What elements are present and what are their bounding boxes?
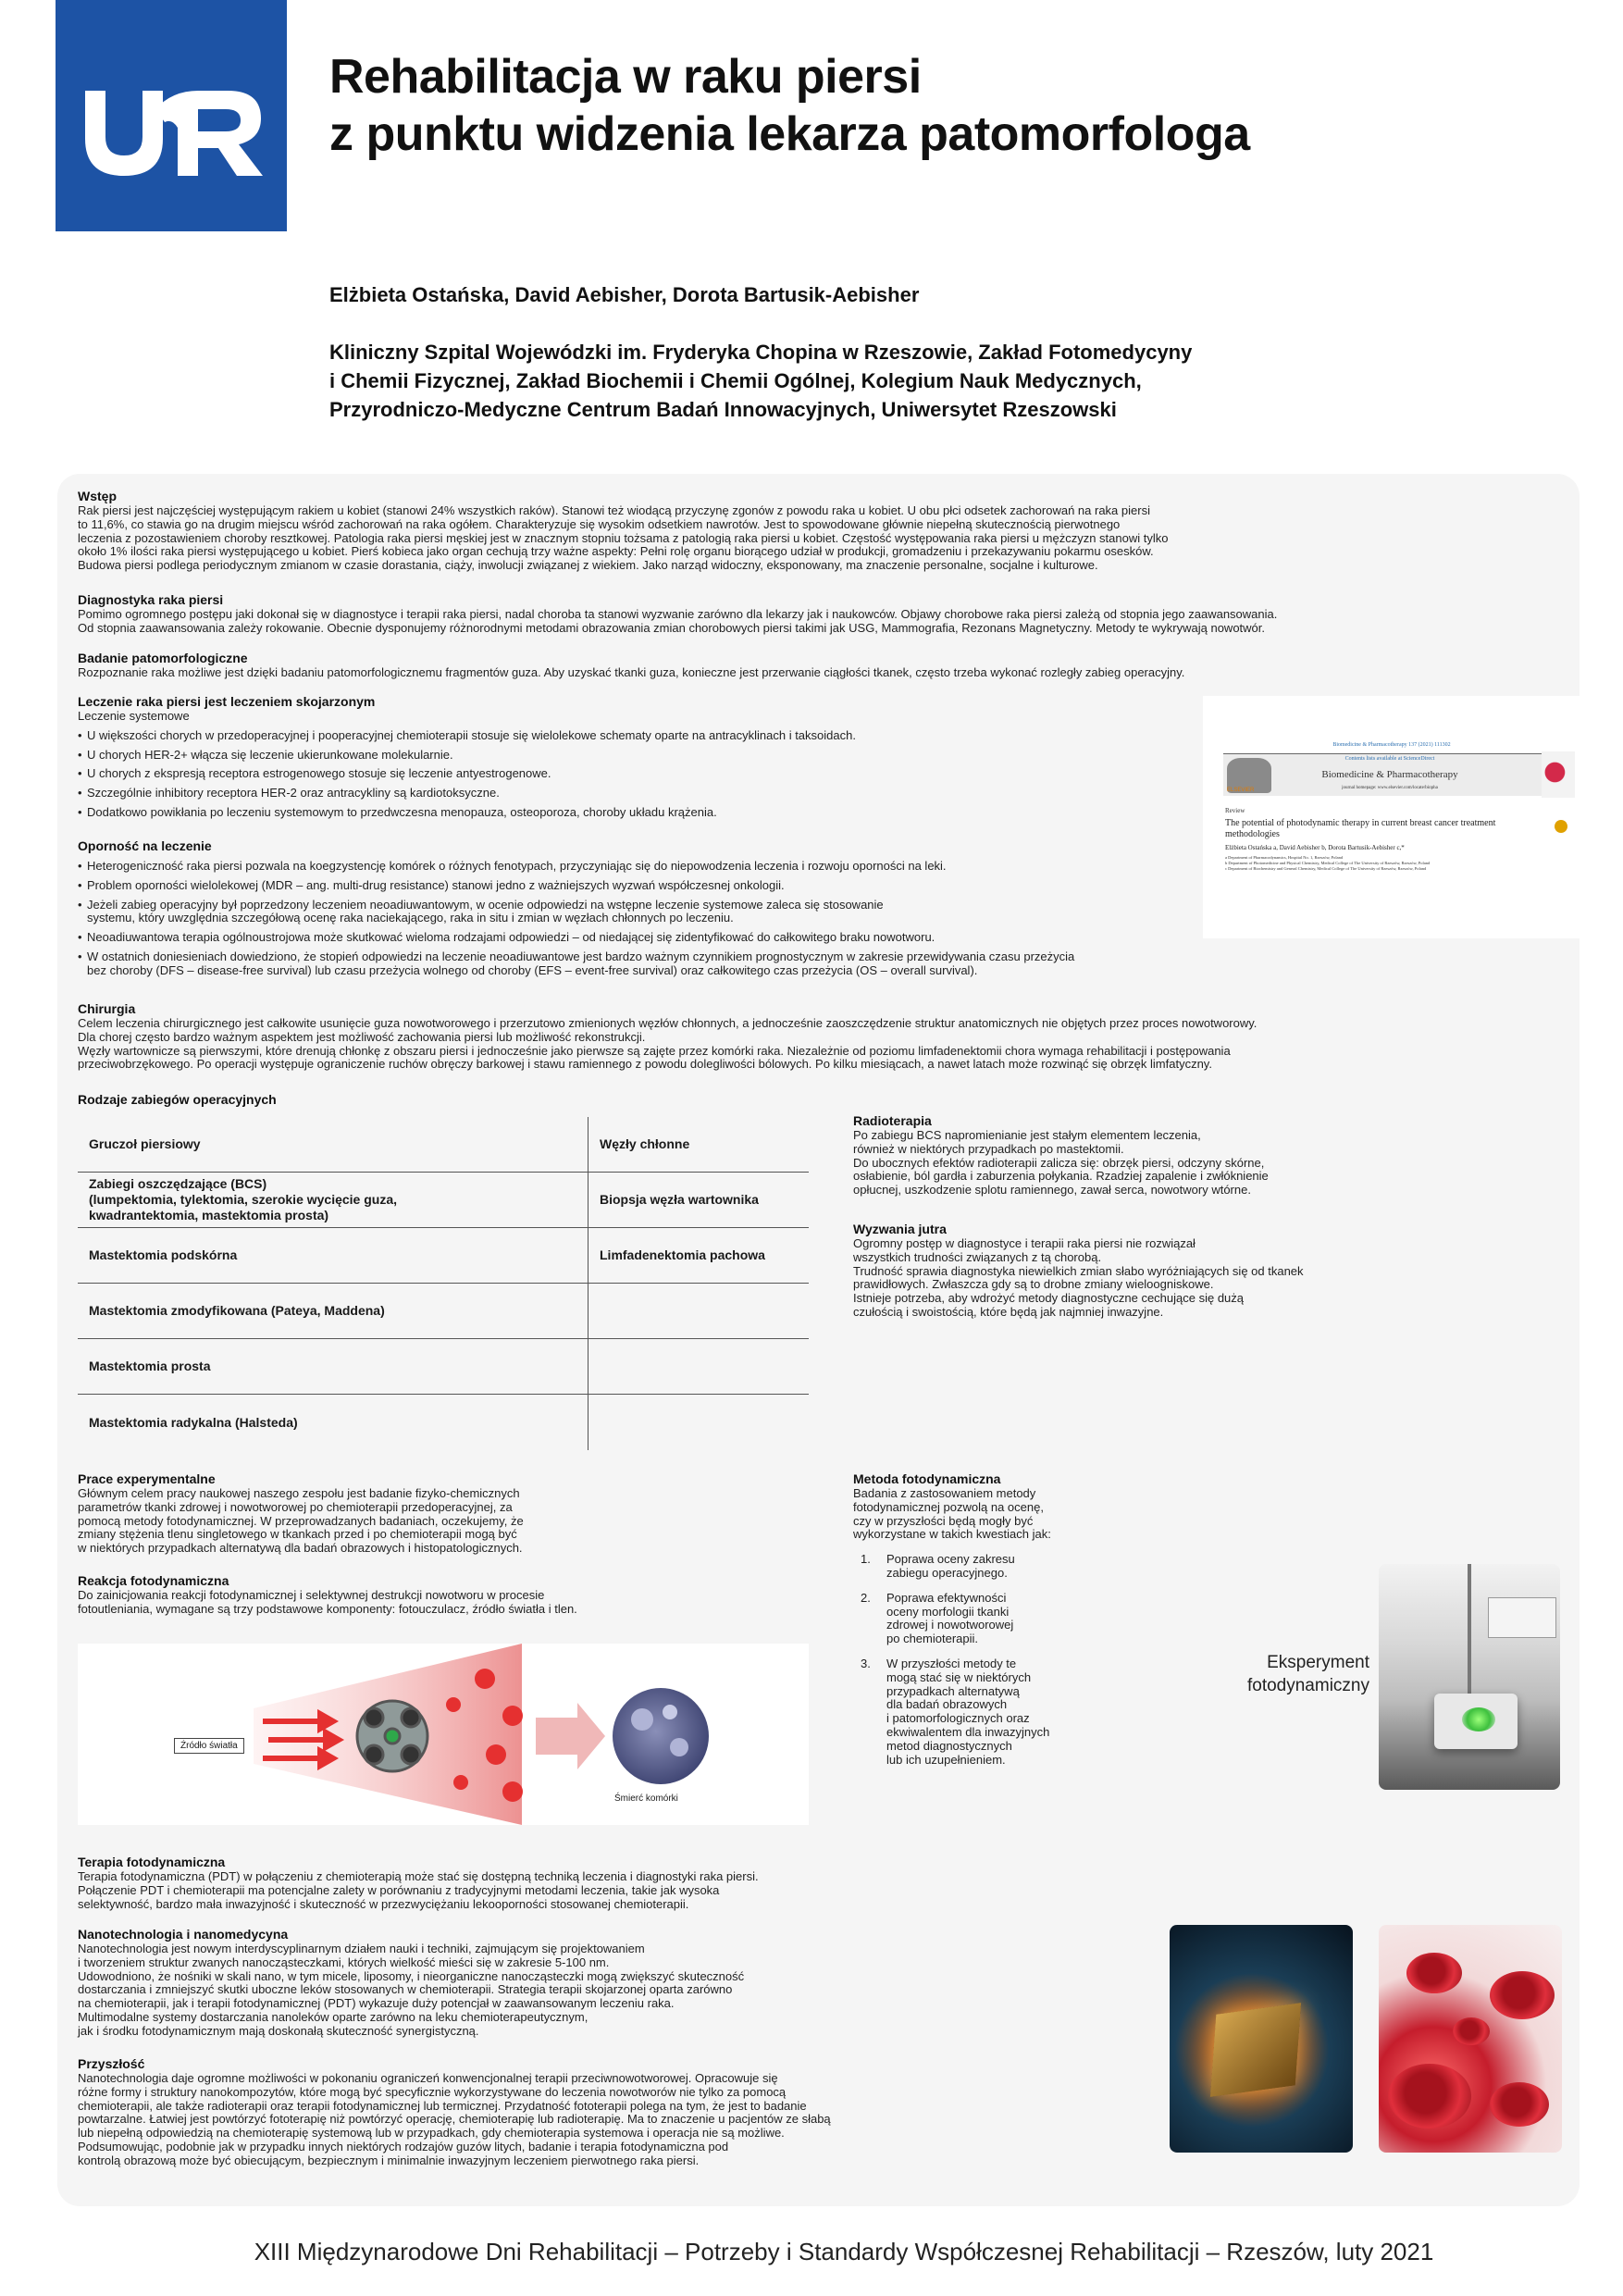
paragraph-line: fotoutleniania, wymagane są trzy podstawowe komponenty: fotouczulacz, źródło światła i tlen. — [78, 1601, 577, 1616]
red-cell — [1453, 2017, 1490, 2045]
list-item-line: Poprawa oceny zakresu — [886, 1552, 1015, 1567]
bullet-list — [78, 860, 1373, 978]
article-kind: Review — [1225, 807, 1245, 814]
contents-line: Contents lists available at ScienceDirect — [1344, 756, 1435, 762]
red-cell — [1490, 1971, 1555, 2019]
section-heading: Reakcja fotodynamiczna — [78, 1573, 229, 1588]
blood-cells-image — [1379, 1925, 1562, 2153]
list-item — [853, 1657, 1186, 1767]
affiliation-line: b Department of Photomedicine and Physical Chemistry, Medical College of The University of Rzeszów, Rzeszów, Poland — [1225, 861, 1431, 865]
affiliation — [329, 338, 1192, 424]
section-rodzaje — [78, 1092, 633, 1108]
list-item: • U chorych z ekspresją receptora estrogenowego stosuje się leczenie antyestrogenowe. — [78, 767, 1188, 781]
paragraph-line: wykorzystane w takich kwestiach jak: — [853, 1527, 1051, 1542]
table-cell — [78, 1395, 588, 1450]
paragraph-line: kontrolą obrazową może być obiecującym, bezpiecznym i minimalnie inwazyjnym leczeniem pierwotnego raka piersi. — [78, 2153, 700, 2167]
table-row — [78, 1117, 809, 1173]
list-item-line: Poprawa efektywności — [886, 1590, 1007, 1605]
section-heading: Prace experymentalne — [78, 1471, 216, 1486]
table-cell — [588, 1395, 809, 1450]
paragraph-line: Multimodalne systemy dostarczania nanoleków oparte zarówno na leku chemioterapeutycznym, — [78, 2009, 588, 2024]
cell-text: Mastektomia zmodyfikowana (Pateya, Maddena) — [89, 1303, 385, 1318]
affiliation-line: a Department of Pharmacodynamics, Hospital No. 1, Rzeszów, Poland — [1225, 855, 1344, 860]
paragraph-line: różne formy i struktury nanokompozytów, które mogą być specyficznie wykorzystywane do leczenia nowotworów nie tylko za pomocą — [78, 2084, 787, 2099]
list-item-line: zabiegu operacyjnego. — [886, 1565, 1008, 1580]
experiment-photo — [1379, 1564, 1560, 1790]
bullet-list — [78, 729, 1188, 820]
nanochip-image — [1170, 1925, 1353, 2153]
paragraph-line: Podsumowując, podobnie jak w przypadku innych niektórych rodzajów guzów litych, badanie i terapia fotodynamiczna pod — [78, 2139, 729, 2153]
poster-title — [329, 48, 1250, 163]
list-number: 3. — [861, 1656, 871, 1670]
list-item — [78, 879, 1373, 893]
list-number: 2. — [861, 1590, 871, 1605]
cell-text: (lumpektomia, tylektomia, szerokie wycięcie guza, — [89, 1192, 398, 1207]
list-item: • U większości chorych w przedoperacyjnej i pooperacyjnej chemioterapii stosuje się wielolekowe schematy oparte na antracyklinach i taksoidach. — [78, 729, 1188, 743]
publisher-name: ELSEVIER — [1227, 788, 1255, 793]
table-cell — [588, 1339, 809, 1394]
ur-logo-icon — [80, 91, 265, 176]
paragraph-line: parametrów tkanki zdrowej i nowotworowej po chemioterapii przedoperacyjnej, za — [78, 1499, 513, 1514]
journal-banner — [1223, 753, 1549, 796]
table-row — [78, 1284, 809, 1339]
list-item — [78, 860, 1373, 874]
pdt-diagram — [78, 1644, 809, 1825]
red-cell — [1406, 1953, 1462, 1993]
cell-text: kwadrantektomia, mastektomia prosta) — [89, 1208, 329, 1222]
authors: Elżbieta Ostańska, David Aebisher, Dorota Bartusik-Aebisher — [329, 283, 920, 306]
section-terapia — [78, 1855, 1142, 1911]
section-heading: Oporność na leczenie — [78, 838, 212, 853]
paragraph-line: Głównym celem pracy naukowej naszego zespołu jest badanie fizyko-chemicznych — [78, 1486, 520, 1500]
check-updates-icon — [1555, 820, 1567, 833]
paragraph-line: około 1% ilości raka piersi występującego u kobiet. Pierś kobieca jako organ cechują trzy ważne aspekty: Pełni rolę organu biorącego udział w produkcji, gromadzeniu i przekazywaniu pokarmu osesków. — [78, 544, 1154, 559]
section-badanie — [78, 651, 1567, 680]
procedures-table — [78, 1117, 809, 1450]
paragraph-line: pomocą metody fotodynamicznej. W przeprowadzanych badaniach, oczekujemy, że — [78, 1513, 524, 1528]
paragraph-line: Dla chorej często bardzo ważnym aspektem jest możliwość zachowania piersi lub możliwość rekonstrukcji. — [78, 1029, 646, 1044]
section-heading: Terapia fotodynamiczna — [78, 1855, 226, 1869]
section-heading: Metoda fotodynamiczna — [853, 1471, 1001, 1486]
list-item-line: • Jeżeli zabieg operacyjny był poprzedzony leczeniem neoadiuwantowym, w ocenie odpowiedzi na wstępne leczenie systemowe zaleca się stosowanie — [87, 897, 884, 912]
table-row — [78, 1395, 809, 1450]
section-nano — [78, 1927, 1142, 2039]
paragraph-line: w niektórych przypadkach alternatywą dla badań obrazowych i histopatologicznych. — [78, 1541, 523, 1556]
paragraph-line: Istnieje potrzeba, aby wdrożyć metody diagnostyczne cechujące się dużą — [853, 1291, 1245, 1306]
affiliation-line: c Department of Biochemistry and General Chemistry, Medical College of The University of Rzeszów, Rzeszów, Poland — [1225, 866, 1427, 871]
paragraph-line: na chemioterapii, jak i terapii fotodynamicznej (PDT) wykazuje duży potencjał w zaawansowanym leczeniu raka. — [78, 1996, 675, 2011]
table-row — [78, 1339, 809, 1395]
section-heading: Diagnostyka raka piersi — [78, 592, 224, 607]
paragraph-line: Rak piersi jest najczęściej występującym rakiem u kobiet (stanowi 24% wszystkich raków). Stanowi też wiodącą przyczynę zgonów z powodu raka u kobiet. U obu płci odsetek zachorowań na raka piersi — [78, 503, 1150, 517]
experiment-label — [1194, 1651, 1369, 1697]
experiment-label-line: fotodynamiczny — [1246, 1676, 1369, 1695]
paragraph-line: Rozpoznanie raka możliwe jest dzięki badaniu patomorfologicznemu fragmentów guza. Aby uzyskać tkanki guza, konieczne jest przerwanie ciągłości tkanek, często trzeba wykonać rozległy zabieg operacyjny. — [78, 665, 1185, 679]
paragraph-line: Trudność sprawia diagnostyka niewielkich zmian słabo wyróżniających się od tkanek — [853, 1263, 1304, 1278]
section-metoda — [853, 1471, 1186, 1767]
paragraph-line: osłabienie, ból gardła i zaburzenia połykania. Rzadziej zapalenie i zwłóknienie — [853, 1169, 1269, 1184]
light-source-label: Źródło światła — [174, 1738, 244, 1754]
paragraph-line: powtarzalne. Łatwiej jest powtórzyć fototerapię niż powtórzyć operację, chemioterapię lub radioterapię. Ma to znaczenie u pacjentów ze słabą — [78, 2112, 831, 2127]
chip-icon — [1210, 2003, 1301, 2097]
paragraph-line: Budowa piersi podlega periodycznym zmianom w czasie dorastania, ciąży, inwolucji związanej z wiekiem. Jako narząd widoczny, eksponowany, ma znaczenie personalne, socjalne i kulturowe. — [78, 558, 1098, 573]
list-item-line: bez choroby (DFS – disease-free survival) lub czasu przeżycia wolnego od choroby (EFS – event-free survival) oraz całkowitego czas przeżycia (OS – overall survival). — [87, 962, 978, 977]
paragraph-line: czułością i swoistością, które będą jak najmniej inwazyjne. — [853, 1304, 1164, 1319]
table-cell: Biopsja węzła wartownika — [600, 1192, 759, 1207]
list-item-line: metod diagnostycznych — [886, 1738, 1012, 1753]
paragraph-line: chemioterapii, ale także radioterapii oraz terapii fotodynamicznej lub termicznej. Przydatność fototerapii polega na tym, że jest to badanie — [78, 2098, 807, 2113]
lab-device — [1488, 1597, 1556, 1638]
numbered-list — [853, 1553, 1186, 1767]
paragraph-line: Udowodniono, że nośniki w skali nano, w tym micele, liposomy, i nieorganiczne nanocząsteczki mogą zwiększyć skuteczność — [78, 1968, 745, 1983]
paragraph-line: i tworzeniem struktur zwanych nanocząsteczkami, których wielkość mieści się w zakresie 5-100 nm. — [78, 1955, 610, 1969]
red-cell — [1388, 2064, 1471, 2128]
cell-death-label: Śmierć komórki — [614, 1793, 678, 1804]
list-number: 1. — [861, 1552, 871, 1567]
section-chirurgia — [78, 1001, 1567, 1072]
paragraph-line: Celem leczenia chirurgicznego jest całkowite usunięcie guza nowotworowego i przerzutowo zmienionych węzłów chłonnych, a jednocześnie zaoszczędzenie struktur anatomicznych nie objętych przez proces nowotworowy. — [78, 1016, 1258, 1030]
cell-text: Gruczoł piersiowy — [89, 1136, 201, 1151]
affiliation-line: Przyrodniczo-Medyczne Centrum Badań Innowacyjnych, Uniwersytet Rzeszowski — [329, 398, 1117, 421]
list-item-line: W przyszłości metody te — [886, 1656, 1017, 1670]
section-leczenie — [78, 694, 1188, 820]
article-authors: Elżbieta Ostańska a, David Aebisher b, Dorota Bartusik-Aebisher c,* — [1225, 844, 1405, 851]
list-item-line: przypadkach alternatywą — [886, 1683, 1020, 1698]
journal-cover-icon — [1542, 751, 1575, 798]
table-cell — [78, 1228, 588, 1283]
paragraph-line: również w niektórych przypadkach po mastektomii. — [853, 1141, 1124, 1156]
journal-header: Biomedicine & Pharmacotherapy 137 (2021) 111302 — [1332, 742, 1451, 748]
title-line: Rehabilitacja w raku piersi — [329, 50, 922, 104]
paragraph-line: czy w przyszłości będą mogły być — [853, 1513, 1034, 1528]
section-heading: Chirurgia — [78, 1001, 136, 1016]
paragraph-line: Pomimo ogromnego postępu jaki dokonał się w diagnostyce i terapii raka piersi, nadal choroba ta stanowi wyzwanie zarówno dla lekarzy jak i naukowców. Objawy chorobowe raka piersi zależą od stopnia jego zaawansowania. — [78, 607, 1278, 621]
list-item — [78, 899, 1373, 926]
table-cell — [78, 1339, 588, 1394]
list-item-line: Heterogeniczność raka piersi pozwala na koegzystencję komórek o różnych fenotypach, przyczyniając się do niepowodzenia leczenia i rozwoju oporności na leki. — [87, 859, 947, 873]
list-item-line: oceny morfologii tkanki — [886, 1604, 1010, 1619]
table-cell: Węzły chłonne — [600, 1136, 690, 1151]
section-heading: Wstęp — [78, 489, 117, 503]
paragraph-line: fotodynamicznej pozwolą na ocenę, — [853, 1499, 1044, 1514]
list-item-line: • W ostatnich doniesieniach dowiedziono, że stopień odpowiedzi na leczenie neoadiuwantowe jest bardzo ważnym czynnikiem prognostycznym w zakresie przewidywania czasu przeżycia — [87, 949, 1075, 963]
section-wyzwania — [853, 1222, 1501, 1320]
paragraph-line: Nanotechnologia daje ogromne możliwości w pokonaniu ograniczeń konwencjonalnej terapii przeciwnowotworowej. Opracowuje się — [78, 2071, 778, 2085]
list-item: • Szczególnie inhibitory receptora HER-2 oraz antracykliny są kardiotoksyczne. — [78, 787, 1188, 800]
paragraph-line: lub niepełną odpowiedzią na chemioterapię systemową lub w przypadkach, gdy chemioterapia systemowa i operacja nie są możliwe. — [78, 2126, 785, 2141]
paragraph-line: jak i środku fotodynamicznym mają doskonałą skuteczność synergistyczną. — [78, 2023, 479, 2038]
article-title: The potential of photodynamic therapy in current breast cancer treatment methodologies — [1225, 818, 1496, 839]
section-diagnostyka — [78, 592, 1567, 636]
journal-homepage: journal homepage: www.elsevier.com/locate/biopha — [1342, 786, 1438, 790]
section-prace — [78, 1471, 809, 1556]
section-wstep — [78, 489, 1567, 573]
paragraph-line: przeciwobrzękowego. Po operacji występuje ograniczenie ruchów obręczy barkowej i stawu ramiennego z powodu dolegliwości bólowych. Po kilku miesiącach, a nawet latach może rozwinąć się obrzęk limfatyczny. — [78, 1057, 1212, 1072]
list-item — [853, 1553, 1186, 1581]
list-item-line: mogą stać się w niektórych — [886, 1669, 1032, 1684]
list-item — [853, 1592, 1186, 1646]
list-item-line: i patomorfologicznych oraz — [886, 1711, 1030, 1726]
university-logo — [56, 0, 287, 231]
list-item-line: dla badań obrazowych — [886, 1697, 1008, 1712]
table-cell — [78, 1117, 588, 1172]
list-item: • Dodatkowo powikłania po leczeniu systemowym to przedwczesna menopauza, osteoporoza, choroby układu krążenia. — [78, 806, 1188, 820]
paragraph-line: dostarczania i zmniejszyć skutki uboczne leków stosowanych w chemioterapii. Strategia terapii skojarzonej oparta zarówno — [78, 1982, 733, 1997]
paragraph-line: Ogromny postęp w diagnostyce i terapii raka piersi nie rozwiązał — [853, 1236, 1196, 1250]
affiliation-line: i Chemii Fizycznej, Zakład Biochemii i Chemii Ogólnej, Kolegium Nauk Medycznych, — [329, 369, 1142, 392]
paragraph-line: Nanotechnologia jest nowym interdyscyplinarnym działem nauki i techniki, zajmującym się projektowaniem — [78, 1942, 645, 1955]
list-item-line: po chemioterapii. — [886, 1632, 978, 1646]
affiliation-line: Kliniczny Szpital Wojewódzki im. Fryderyka Chopina w Rzeszowie, Zakład Fotomedycyny — [329, 341, 1193, 364]
paragraph-line: Do ubocznych efektów radioterapii zalicza się: obrzęk piersi, odczyny skórne, — [853, 1155, 1265, 1170]
section-heading: Radioterapia — [853, 1113, 932, 1128]
subheading: Leczenie systemowe — [78, 709, 190, 723]
section-heading: Badanie patomorfologiczne — [78, 651, 248, 665]
cell-text: Zabiegi oszczędzające (BCS) — [89, 1176, 267, 1191]
photosensitizer-molecule — [357, 1701, 427, 1771]
paragraph-line: Terapia fotodynamiczna (PDT) w połączeniu z chemioterapią może stać się dostępną techniką leczenia i diagnostyki raka piersi. — [78, 1869, 759, 1883]
paragraph-line: selektywność, bardzo mała inwazyjność i skuteczność w przezwyciężaniu lekooporności stosowanej chemioterapii. — [78, 1896, 689, 1911]
paragraph-line: wszystkich trudności związanych z tą chorobą. — [853, 1249, 1102, 1264]
section-heading: Nanotechnologia i nanomedycyna — [78, 1927, 289, 1942]
list-item-line: lub ich uzupełnieniem. — [886, 1752, 1006, 1767]
paragraph-line: leczenia z pozostawieniem choroby resztkowej. Patologia raka piersi męskiej jest w znacznym stopniu tożsama z patologią raka piersi u kobiet. Częstość występowania raka piersi u mężczyzn stanowi tylko — [78, 530, 1169, 545]
paragraph-line: Badania z zastosowaniem metody — [853, 1486, 1036, 1500]
list-item-line: zdrowej i nowotworowej — [886, 1618, 1014, 1632]
table-cell — [588, 1284, 809, 1338]
cell-text: Mastektomia podskórna — [89, 1247, 238, 1262]
journal-name: Biomedicine & Pharmacotherapy — [1321, 769, 1458, 780]
list-item-line: Neoadiuwantowa terapia ogólnoustrojowa może skutkować wieloma rodzajami odpowiedzi – od niedającej się zidentyfikować do całkowitego braku nowotworu. — [87, 930, 935, 945]
red-arrows — [263, 1714, 339, 1766]
cell-text: Mastektomia radykalna (Halsteda) — [89, 1414, 298, 1430]
section-radioterapia — [853, 1113, 1501, 1198]
list-item-line: systemu, który uwzględnia szczegółową ocenę raka naciekającego, raka in situ i zmian w węzłach chłonnych po leczeniu. — [87, 911, 734, 925]
list-item: • U chorych HER-2+ włącza się leczenie ukierunkowane molekularnie. — [78, 749, 1188, 763]
red-cell — [1490, 2082, 1549, 2127]
paragraph-line: Połączenie PDT i chemioterapii ma potencjalne zalety w porównaniu z tradycyjnymi metodami leczenia, takie jak wysoka — [78, 1882, 720, 1897]
title-line: z punktu widzenia lekarza patomorfologa — [329, 107, 1250, 161]
section-przyszlosc — [78, 2056, 1142, 2168]
list-item — [78, 950, 1373, 978]
section-heading: Przyszłość — [78, 2056, 145, 2071]
table-cell — [78, 1284, 588, 1338]
list-item-line: Problem oporności wielolekowej (MDR – ang. multi-drug resistance) stanowi jedno z ważniejszych wyzwań współczesnej onkologii. — [87, 877, 785, 892]
paragraph-line: prawidłowych. Zwłaszcza gdy są to drobne zmiany wieloogniskowe. — [853, 1277, 1214, 1292]
paragraph-line: to 11,6%, co stawia go na drugim miejscu wśród zachorowań na raka ogółem. Charakteryzuje się wysokim odsetkiem nawrotów. Jest to spowodowane głównie niepełną skutecznością pierwotnego — [78, 516, 1121, 531]
paragraph-line: Węzły wartownicze są pierwszymi, które drenują chłonkę z obszaru piersi i jednocześnie jako pierwsze są zajęte przez komórki raka. Niezależnie od poziomu limfadenektomii chora wymaga rehabilitacji i postępowania — [78, 1043, 1231, 1058]
green-fluorescence — [1462, 1707, 1495, 1731]
section-reakcja — [78, 1573, 809, 1617]
paragraph-line: Od stopnia zaawansowania zależy rokowanie. Obecnie dysponujemy różnorodnymi metodami obrazowania zmian chorobowych piersi takimi jak USG, Mammografia, Rezonans Magnetyczny. Metody te wykrywają nowotwór. — [78, 620, 1266, 635]
table-row — [78, 1173, 809, 1228]
section-heading: Rodzaje zabiegów operacyjnych — [78, 1092, 277, 1107]
pdt-figure — [78, 1644, 809, 1825]
footer: XIII Międzynarodowe Dni Rehabilitacji – Potrzeby i Standardy Współczesnej Rehabilitacji – Rzeszów, luty 2021 — [254, 2238, 1434, 2265]
paragraph-line: Do zainicjowania reakcji fotodynamicznej i selektywnej destrukcji nowotworu w procesie — [78, 1588, 545, 1602]
paragraph-line: Po zabiegu BCS napromienianie jest stałym elementem leczenia, — [853, 1128, 1201, 1142]
table-cell — [78, 1173, 588, 1227]
experiment-label-line: Eksperyment — [1267, 1653, 1369, 1672]
cell-text: Mastektomia prosta — [89, 1359, 211, 1373]
section-opornosc — [78, 838, 1373, 978]
list-item — [78, 931, 1373, 945]
lab-stand — [1468, 1564, 1471, 1712]
paragraph-line: zmiany stężenia tlenu singletowego w tkankach przed i po chemioterapii mogą być — [78, 1527, 517, 1542]
section-heading: Wyzwania jutra — [853, 1222, 947, 1236]
paragraph-line: opłucnej, uszkodzenie splotu ramiennego, zawał serca, nowotwory wtórne. — [853, 1183, 1251, 1198]
list-item-line: ekwiwalentem dla inwazyjnych — [886, 1724, 1050, 1739]
section-heading: Leczenie raka piersi jest leczeniem skojarzonym — [78, 694, 376, 709]
table-cell: Limfadenektomia pachowa — [600, 1247, 765, 1262]
table-row — [78, 1228, 809, 1284]
